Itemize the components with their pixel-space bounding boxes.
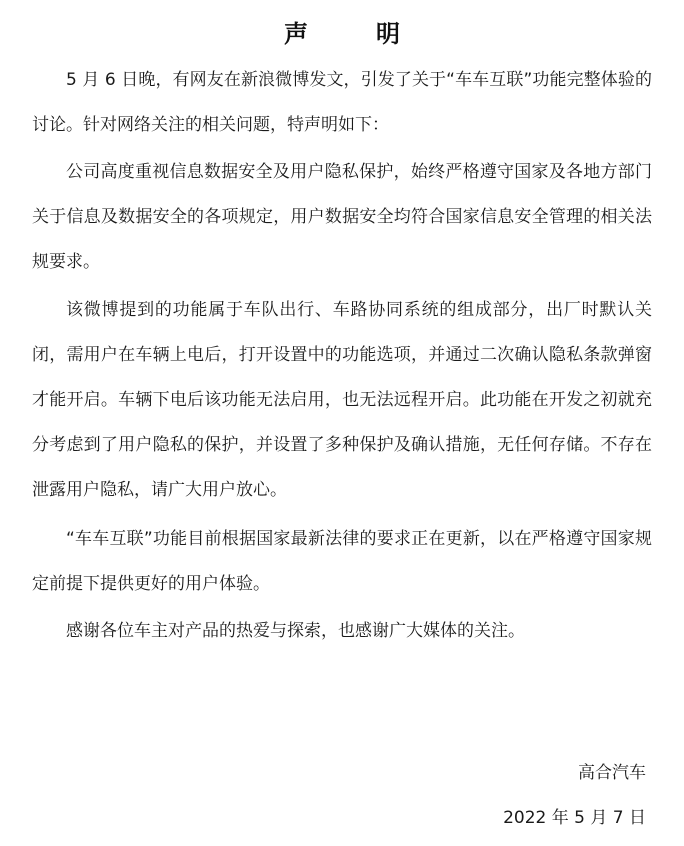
paragraph-thanks: 感谢各位车主对产品的热爱与探索，也感谢广大媒体的关注。 (66, 621, 525, 641)
paragraph-update: “车车互联”功能目前根据国家最新法律的要求正在更新，以在严格遵守国家规定前提下提供更好的用户体验。 (32, 529, 652, 594)
paragraph-data-security: 公司高度重视信息数据安全及用户隐私保护，始终严格遵守国家及各地方部门关于信息及数据安全的各项规定，用户数据安全均符合国家信息安全管理的相关法规要求。 (32, 162, 652, 272)
signature-date: 2022 年 5 月 7 日 (503, 808, 646, 828)
paragraph-intro: 5 月 6 日晚，有网友在新浪微博发文，引发了关于“车车互联”功能完整体验的讨论。针对网络关注的相关问题，特声明如下： (32, 70, 652, 135)
page-title: 声 明 (284, 20, 422, 48)
paragraph-feature-description: 该微博提到的功能属于车队出行、车路协同系统的组成部分，出厂时默认关闭，需用户在车辆上电后，打开设置中的功能选项，并通过二次确认隐私条款弹窗才能开启。车辆下电后该功能无法启用，也无法远程开启。此功能在开发之初就充分考虑到了用户隐私的保护，并设置了多种保护及确认措施，无任何存储。不存在泄露用户隐私，请广大用户放心。 (32, 300, 652, 500)
signature-company: 高合汽车 (578, 763, 646, 783)
